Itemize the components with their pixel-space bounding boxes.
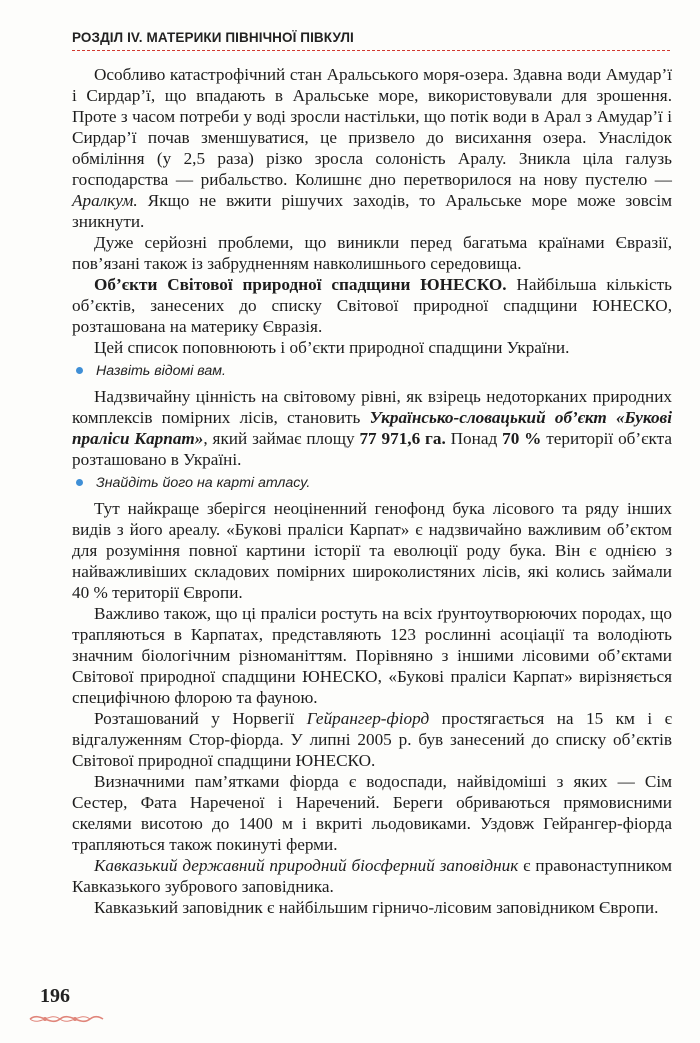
running-header: РОЗДІЛ IV. МАТЕРИКИ ПІВНІЧНОЇ ПІВКУЛІ	[72, 30, 354, 45]
bullet-icon	[76, 479, 83, 486]
paragraph-waterfalls: Визначними пам’ятками фіорда є водоспади, найвідоміші з яких — Сім Сестер, Фата Нареченої і Наречений. Береги обриваються прямовисними скелями висотою до 1400 м і вкриті льодовиками. Уздовж Гейрангер-фіорда трапляються також покинуті ферми.	[72, 772, 672, 854]
paragraph-geiranger: Розташований у Норвегії Гейрангер-фіорд простягається на 15 км і є відгалуженням Стор-фіорда. У липні 2005 р. був занесений до списку об’єктів Світової природної спадщини ЮНЕСКО.	[72, 709, 672, 770]
term-caucasus-reserve: Кавказький державний природний біосферний заповідник	[94, 856, 519, 875]
question-item: Знайдіть його на карті атласу.	[72, 473, 672, 493]
page-body	[72, 64, 672, 918]
term-geiranger: Гейрангер-фіорд	[306, 709, 430, 728]
area-value: 77 971,6 га.	[359, 429, 446, 448]
ornament-icon	[26, 1008, 106, 1030]
paragraph-genofond: Тут найкраще зберігся неоціненний генофонд бука лісового та ряду інших видів з його ареалу. «Букові праліси Карпат» є надзвичайно важливим об’єктом для розуміння повної картини історії та еволюції роду бука. Він є однією з найважливіших складових помірних широколистяних лісів, які колись займали 40 % території Європи.	[72, 499, 672, 602]
paragraph-ukraine-list: Цей список поповнюють і об’єкти природної спадщини України.	[94, 338, 570, 357]
bullet-icon	[76, 367, 83, 374]
section-heading-unesco: Об’єкти Світової природної спадщини ЮНЕСКО.	[94, 275, 507, 294]
paragraph-pollution: Дуже серйозні проблеми, що виникли перед багатьма країнами Євразії, пов’язані також із забрудненням навколишнього середовища.	[72, 233, 672, 273]
header-divider	[72, 50, 670, 51]
page-number: 196	[40, 985, 70, 1007]
paragraph-unesco: Об’єкти Світової природної спадщини ЮНЕСКО. Найбільша кількість об’єктів, занесених до списку Світової природної спадщини ЮНЕСКО, розташована на материку Євразія.	[72, 275, 672, 336]
term-aralkum: Аралкум.	[72, 191, 138, 210]
paragraph-beech-forests: Надзвичайну цінність на світовому рівні, як взірець недоторканих природних комплексів помірних лісів, становить Українсько-словацький об’єкт «Букові праліси Карпат», який займає площу 77 971,6 га. Понад 70 % території об’єкта розташовано в Україні.	[72, 387, 673, 469]
paragraph-caucasus-largest: Кавказький заповідник є найбільшим гірничо-лісовим заповідником Європи.	[94, 898, 659, 917]
paragraph-caucasus-reserve: Кавказький державний природний біосферний заповідник є правонаступником Кавказького зубрового заповідника.	[72, 856, 672, 896]
question-item: Назвіть відомі вам.	[72, 361, 672, 381]
percent-value: 70 %	[502, 429, 542, 448]
term-beech-forests: Українсько-словацький об’єкт «Букові праліси Карпат»	[72, 408, 672, 448]
paragraph-aral: Особливо катастрофічний стан Аральського моря-озера. Здавна води Амудар’ї і Сирдар’ї, що впадають в Аральське море, використовували для зрошення. Проте з часом потреби у воді зросли настільки, що потік води в Арал з Амудар’ї і Сирдар’ї почав зменшуватися, це призвело до висихання озера. Унаслідок обміління (у 2,5 раза) різко зросла солоність Аралу. Зникла ціла галузь господарства — рибальство. Колишнє дно перетворилося на нову пустелю — Аралкум. Якщо не вжити рішучих заходів, то Аральське море може зовсім зникнути.	[72, 65, 672, 231]
paragraph-soils: Важливо також, що ці праліси ростуть на всіх ґрунтоутворюючих породах, що трапляються в Карпатах, представляють 123 рослинні асоціації та володіють значним біологічним різноманіттям. Порівняно з іншими лісовими об’єктами Світової природної спадщини ЮНЕСКО, «Букові праліси Карпат» вирізняється специфічною флорою та фауною.	[72, 604, 672, 707]
